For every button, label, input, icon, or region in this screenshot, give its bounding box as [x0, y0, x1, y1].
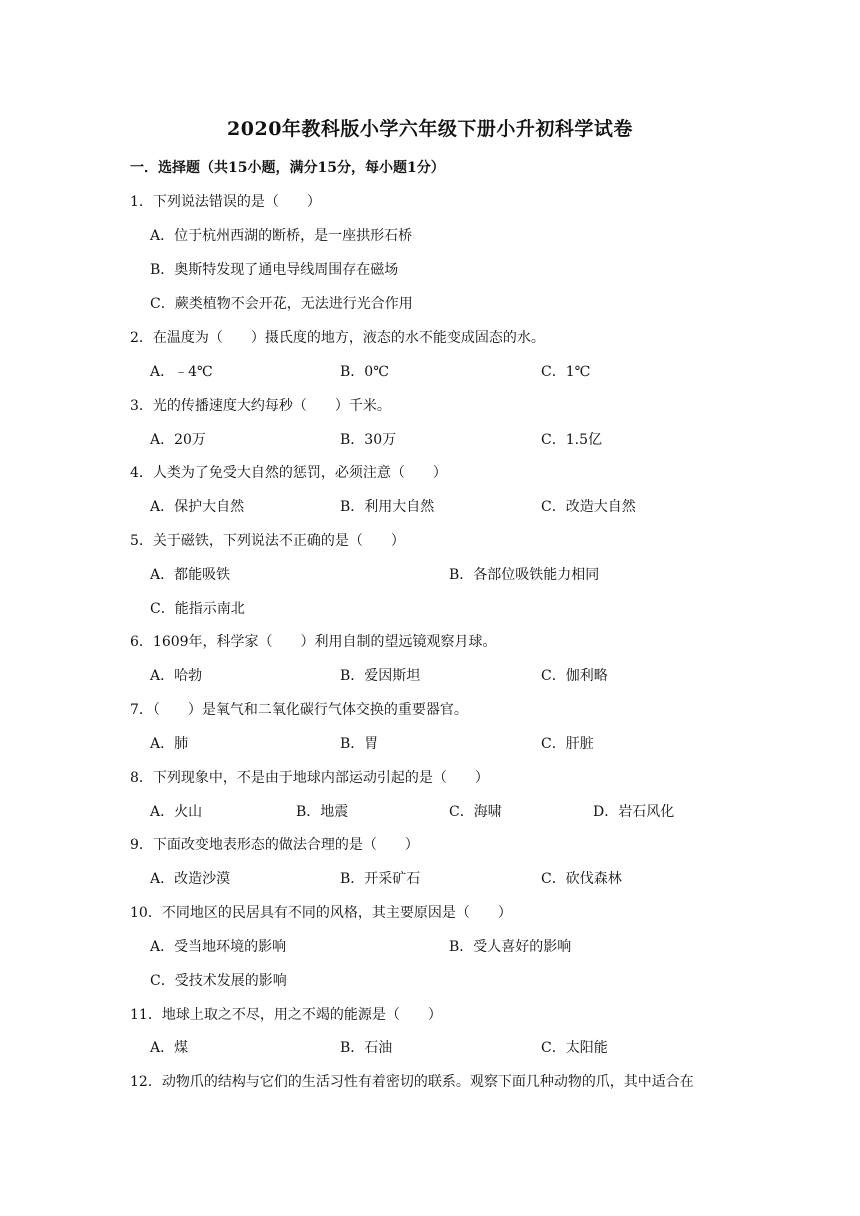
question-2: 2．在温度为（ ）摄氏度的地方，液态的水不能变成固态的水。: [130, 330, 545, 346]
question-10: 10．不同地区的民居具有不同的风格，其主要原因是（ ）: [130, 905, 512, 921]
option-2b: B．0℃: [340, 364, 389, 380]
question-7: 7．（ ）是氧气和二氧化碳行气体交换的重要器官。: [130, 702, 468, 718]
question-5: 5．关于磁铁，下列说法不正确的是（ ）: [130, 533, 405, 549]
option-6b: B．爱因斯坦: [340, 668, 421, 684]
question-9: 9．下面改变地表形态的做法合理的是（ ）: [130, 837, 419, 853]
question-11: 11．地球上取之不尽，用之不竭的能源是（ ）: [130, 1007, 442, 1023]
option-5c: C．能指示南北: [150, 601, 245, 617]
question-4: 4．人类为了免受大自然的惩罚，必须注意（ ）: [130, 465, 447, 481]
option-3c: C．1.5亿: [541, 432, 602, 448]
option-3a: A．20万: [150, 432, 206, 448]
option-11c: C．太阳能: [541, 1040, 608, 1056]
question-3: 3．光的传播速度大约每秒（ ）千米。: [130, 398, 391, 414]
option-10b: B．受人喜好的影响: [449, 939, 572, 955]
option-4b: B．利用大自然: [340, 499, 435, 515]
option-8a: A．火山: [150, 804, 203, 820]
option-11b: B．石油: [340, 1040, 393, 1056]
option-5a: A．都能吸铁: [150, 567, 231, 583]
option-7b: B．胃: [340, 736, 379, 752]
option-6c: C．伽利略: [541, 668, 608, 684]
option-10c: C．受技术发展的影响: [150, 973, 287, 989]
option-9a: A．改造沙漠: [150, 871, 231, 887]
question-6: 6．1609年，科学家（ ）利用自制的望远镜观察月球。: [130, 634, 497, 650]
page-title: 2020年教科版小学六年级下册小升初科学试卷: [227, 118, 633, 140]
option-11a: A．煤: [150, 1040, 189, 1056]
option-10a: A．受当地环境的影响: [150, 939, 287, 955]
option-7c: C．肝脏: [541, 736, 594, 752]
option-3b: B．30万: [340, 432, 397, 448]
option-1b: B．奥斯特发现了通电导线周围存在磁场: [150, 262, 399, 278]
option-8d: D．岩石风化: [593, 804, 675, 820]
question-1: 1．下列说法错误的是（ ）: [130, 194, 321, 210]
option-6a: A．哈勃: [150, 668, 203, 684]
option-1a: A．位于杭州西湖的断桥，是一座拱形石桥: [150, 228, 413, 244]
question-12: 12．动物爪的结构与它们的生活习性有着密切的联系。观察下面几种动物的爪，其中适合在: [130, 1074, 694, 1090]
option-1c: C．蕨类植物不会开花，无法进行光合作用: [150, 296, 413, 312]
option-9c: C．砍伐森林: [541, 871, 622, 887]
option-2c: C．1℃: [541, 364, 591, 380]
option-8c: C．海啸: [449, 804, 502, 820]
option-2a: A．﹣4℃: [150, 364, 213, 380]
section-heading: 一．选择题（共15小题，满分15分，每小题1分）: [130, 160, 445, 176]
option-9b: B．开采矿石: [340, 871, 421, 887]
option-4c: C．改造大自然: [541, 499, 636, 515]
option-8b: B．地震: [296, 804, 349, 820]
option-7a: A．肺: [150, 736, 189, 752]
question-8: 8．下列现象中，不是由于地球内部运动引起的是（ ）: [130, 770, 489, 786]
option-5b: B．各部位吸铁能力相同: [449, 567, 600, 583]
option-4a: A．保护大自然: [150, 499, 245, 515]
